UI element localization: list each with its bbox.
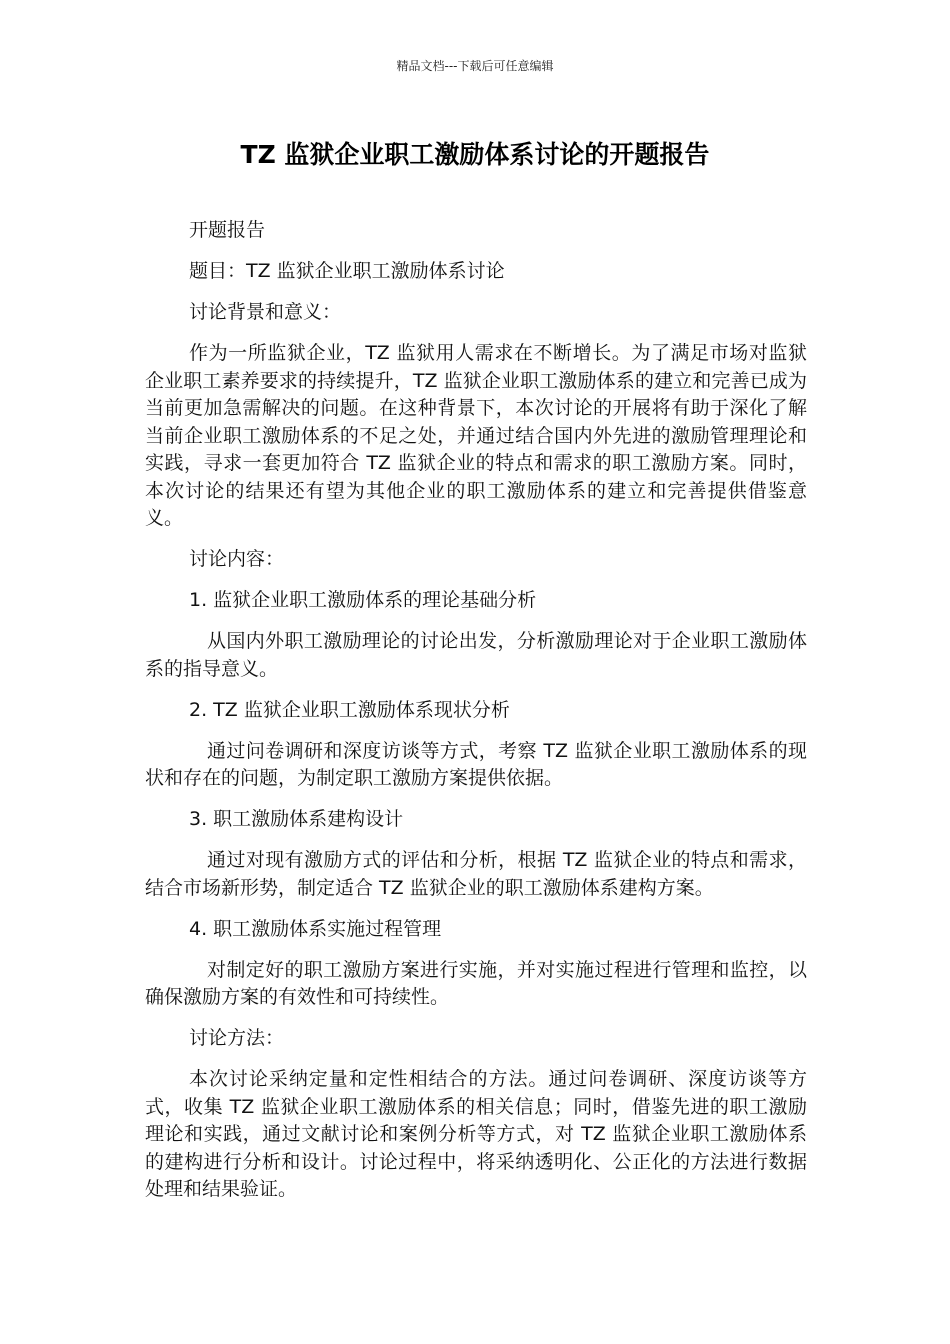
content-item-1-text: 从国内外职工激励理论的讨论出发，分析激励理论对于企业职工激励体系的指导意义。 bbox=[145, 630, 807, 680]
content-heading: 讨论内容： bbox=[189, 548, 285, 570]
content-item-2-heading: 2. TZ 监狱企业职工激励体系现状分析 bbox=[189, 698, 510, 721]
content-item-2-text: 通过问卷调研和深度访谈等方式，考察 TZ 监狱企业职工激励体系的现状和存在的问题，为制定职工激励方案提供依据。 bbox=[145, 739, 807, 789]
content-item-3-heading: 3. 职工激励体系建构设计 bbox=[189, 808, 404, 830]
topic-line: 题目：TZ 监狱企业职工激励体系讨论 bbox=[189, 260, 505, 282]
document-title: TZ 监狱企业职工激励体系讨论的开题报告 bbox=[240, 140, 710, 169]
background-paragraph: 作为一所监狱企业，TZ 监狱用人需求在不断增长。为了满足市场对监狱企业职工素养要求的持续提升，TZ 监狱企业职工激励体系的建立和完善已成为当前更加急需解决的问题。在这种背景下，本次讨论的开展将有助于深化了解当前企业职工激励体系的不足之处，并通过结合国内外先进的激励管理理论和实践，寻求一套更加符合 TZ 监狱企业的特点和需求的职工激励方案。同时，本次讨论的结果还有望为其他企业的职工激励体系的建立和完善提供借鉴意义。 bbox=[145, 342, 807, 529]
content-item-1-heading: 1. 监狱企业职工激励体系的理论基础分析 bbox=[189, 589, 537, 611]
content-item-4-heading: 4. 职工激励体系实施过程管理 bbox=[189, 917, 442, 940]
method-heading: 讨论方法： bbox=[189, 1027, 285, 1049]
background-heading: 讨论背景和意义： bbox=[189, 301, 342, 323]
document-body bbox=[145, 217, 807, 1217]
method-paragraph: 本次讨论采纳定量和定性相结合的方法。通过问卷调研、深度访谈等方式，收集 TZ 监狱企业职工激励体系的相关信息；同时，借鉴先进的职工激励理论和实践，通过文献讨论和案例分析等方式，对 TZ 监狱企业职工激励体系的建构进行分析和设计。讨论过程中，将采纳透明化、公正化的方法进行数据处理和结果验证。 bbox=[145, 1068, 807, 1200]
content-item-4-text: 对制定好的职工激励方案进行实施，并对实施过程进行管理和监控，以确保激励方案的有效性和可持续性。 bbox=[145, 958, 807, 1008]
content-item-3-text: 通过对现有激励方式的评估和分析，根据 TZ 监狱企业的特点和需求，结合市场新形势，制定适合 TZ 监狱企业的职工激励体系建构方案。 bbox=[145, 849, 807, 899]
section-label: 开题报告 bbox=[189, 219, 266, 241]
page-header-watermark: 精品文档---下载后可任意编辑 bbox=[396, 59, 554, 73]
